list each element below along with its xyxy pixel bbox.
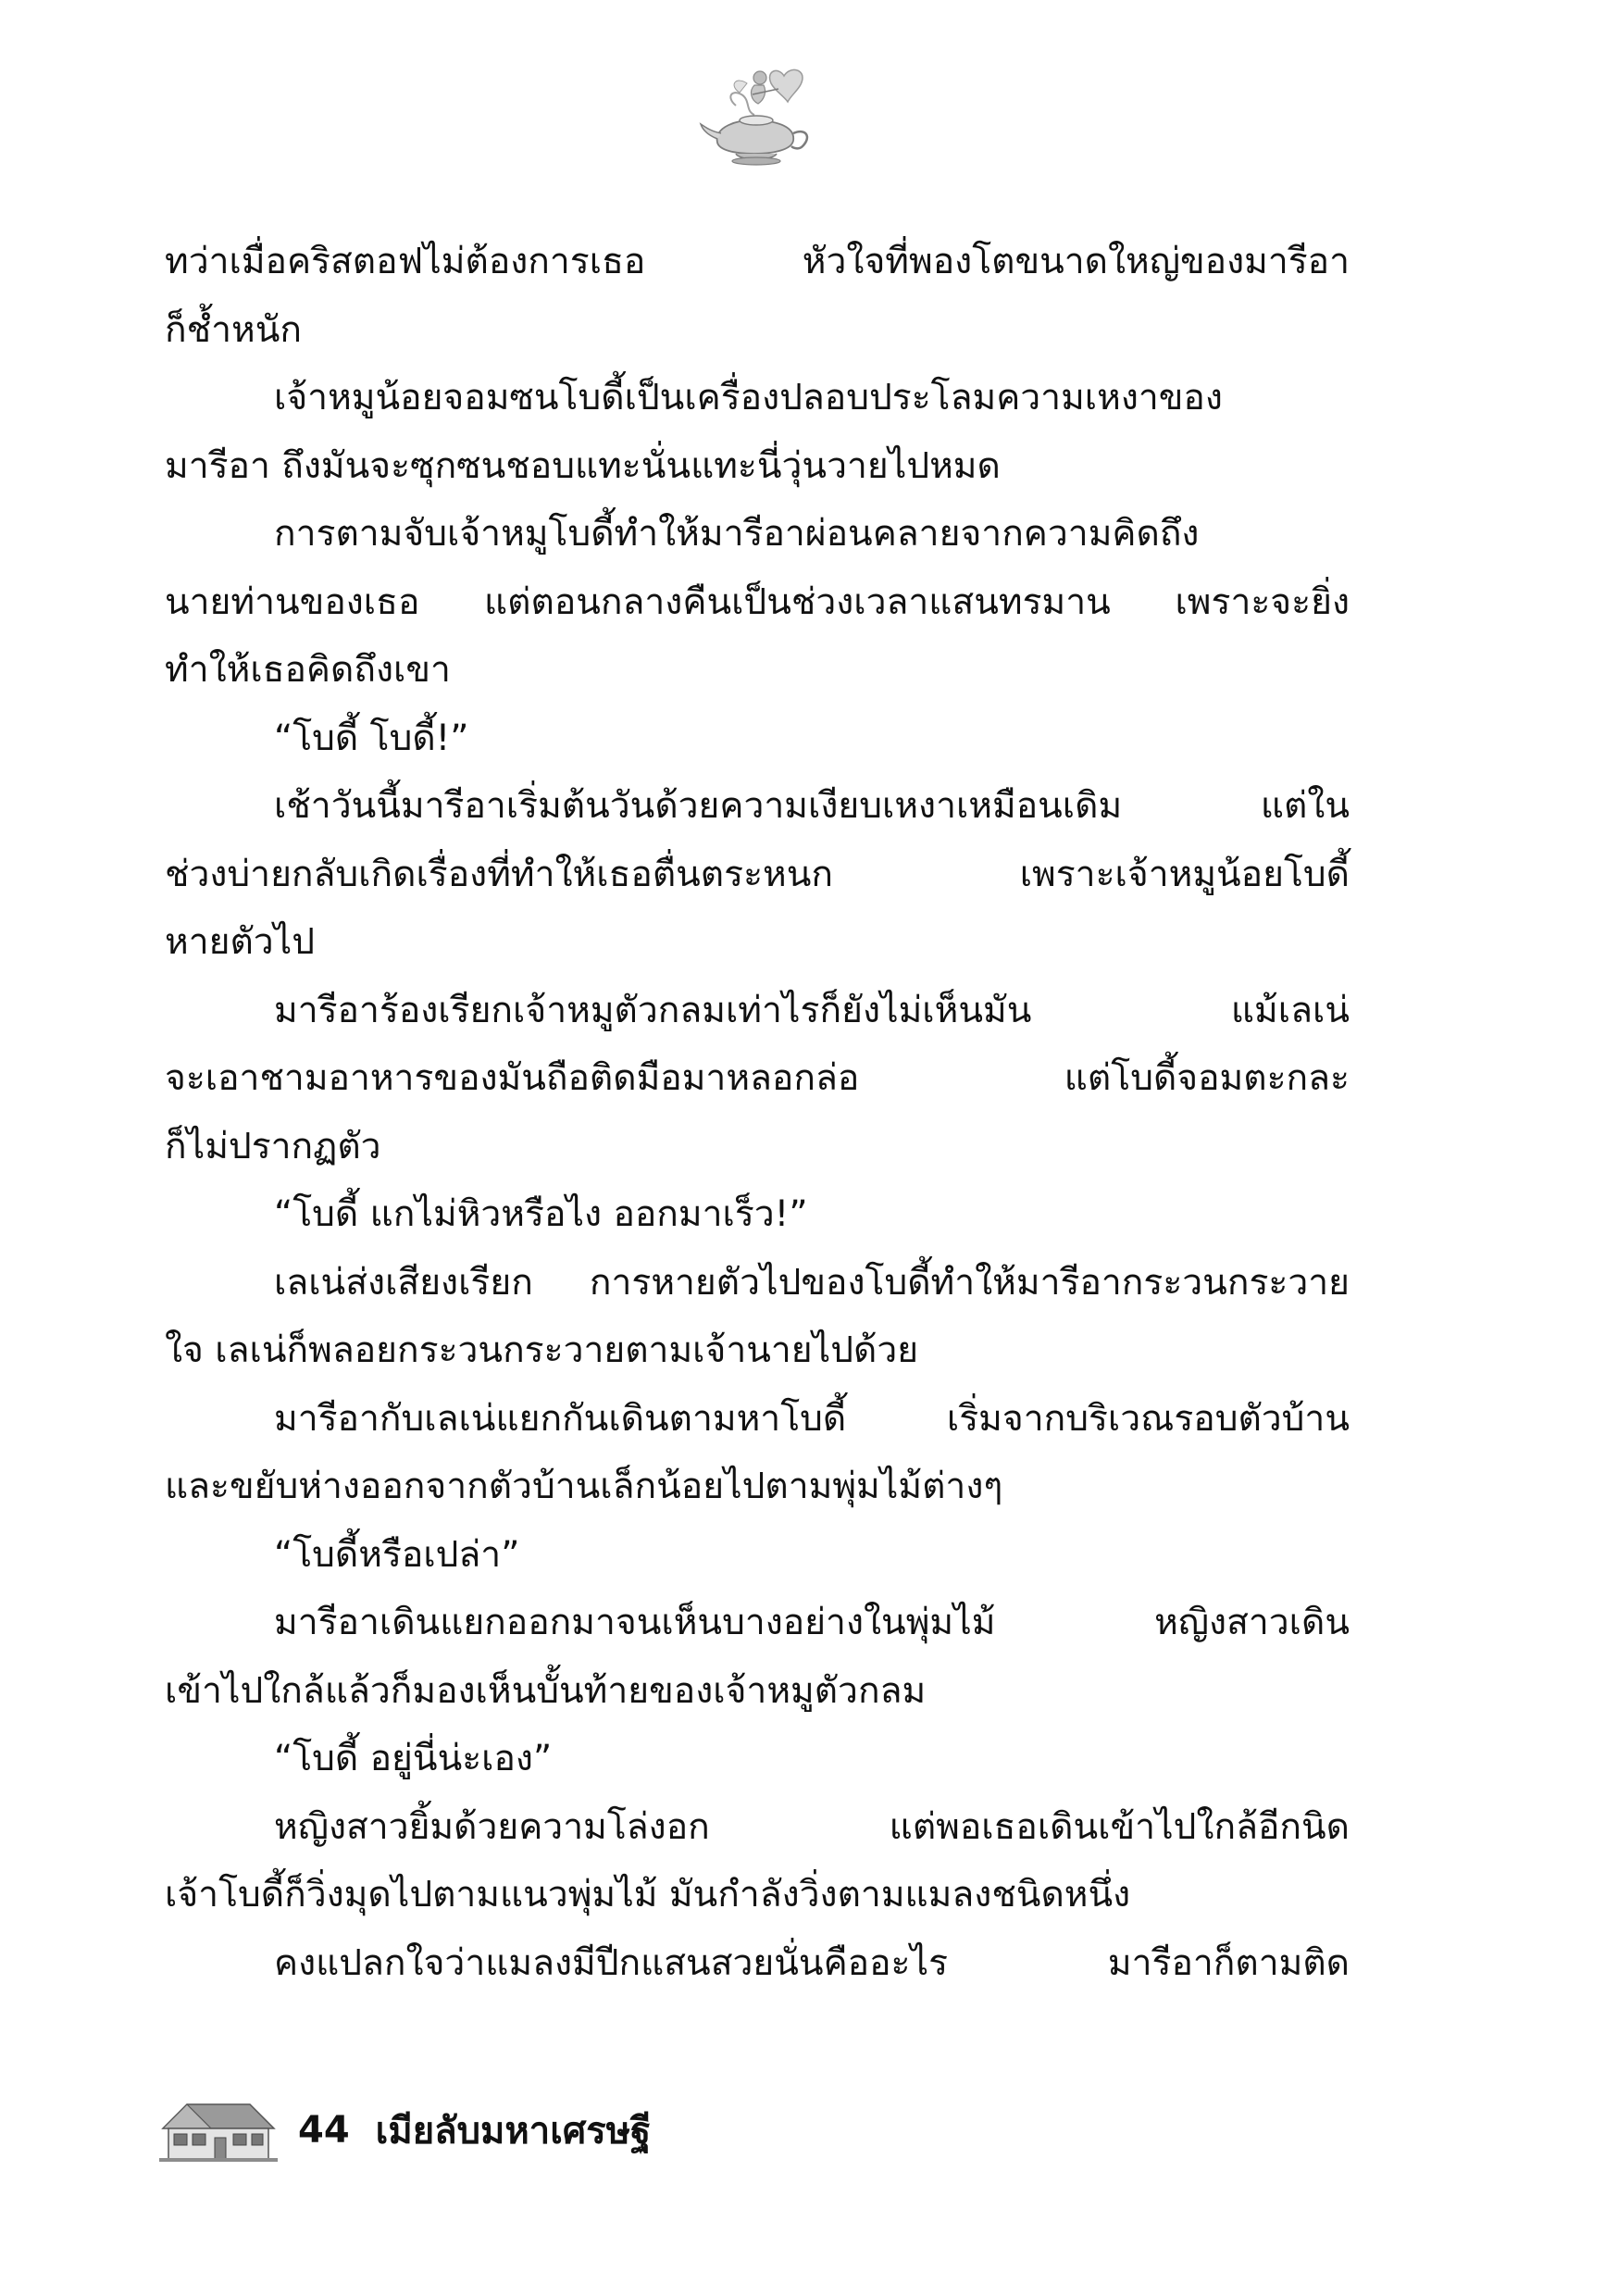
text-line: นายท่านของเธอ แต่ตอนกลางคืนเป็นช่วงเวลาแสนทรมาน เพราะจะยิ่ง	[165, 580, 1350, 623]
house-icon	[159, 2097, 278, 2164]
text-line: ช่วงบ่ายกลับเกิดเรื่องที่ทำให้เธอตื่นตระหนก เพราะเจ้าหมูน้อยโบดี้	[165, 853, 1350, 895]
text-line: “โบดี้ อยู่นี่น่ะเอง”	[274, 1738, 553, 1779]
text-line: และขยับห่างออกจากตัวบ้านเล็กน้อยไปตามพุ่มไม้ต่างๆ	[165, 1466, 1003, 1507]
text-line: ใจ เลเน่ก็พลอยกระวนกระวายตามเจ้านายไปด้วย	[165, 1329, 919, 1371]
text-line: ก็ช้ำหนัก	[165, 308, 302, 351]
text-line: ทำให้เธอคิดถึงเขา	[165, 649, 451, 691]
text-line: หญิงสาวยิ้มด้วยความโล่งอก แต่พอเธอเดินเข้าไปใกล้อีกนิด	[274, 1805, 1350, 1848]
teapot-with-cupid-icon	[699, 57, 819, 168]
text-line: การตามจับเจ้าหมูโบดี้ทำให้มารีอาผ่อนคลายจากความคิดถึง	[274, 513, 1200, 555]
text-line: เลเน่ส่งเสียงเรียก การหายตัวไปของโบดี้ทำให้มารีอากระวนกระวาย	[274, 1261, 1350, 1304]
text-line: มารีอา ถึงมันจะซุกซนชอบแทะนั่นแทะนี่วุ่นวายไปหมด	[165, 444, 1001, 487]
text-line: เจ้าหมูน้อยจอมซนโบดี้เป็นเครื่องปลอบประโลมความเหงาของ	[274, 377, 1223, 418]
body-text	[165, 228, 1350, 1997]
text-line: เจ้าโบดี้ก็วิ่งมุดไปตามแนวพุ่มไม้ มันกำลังวิ่งตามแมลงชนิดหนึ่ง	[165, 1874, 1131, 1915]
text-line: ทว่าเมื่อคริสตอฟไม่ต้องการเธอ หัวใจที่พองโตขนาดใหญ่ของมารีอา	[165, 241, 1350, 282]
text-line: มารีอาเดินแยกออกมาจนเห็นบางอย่างในพุ่มไม้ หญิงสาวเดิน	[274, 1602, 1350, 1643]
text-line: คงแปลกใจว่าแมลงมีปีกแสนสวยนั่นคืออะไร มารีอาก็ตามติด	[274, 1941, 1350, 1984]
text-line: ก็ไม่ปรากฏตัว	[165, 1125, 381, 1167]
text-line: “โบดี้หรือเปล่า”	[274, 1533, 520, 1576]
page-footer	[159, 2089, 651, 2172]
text-line: จะเอาชามอาหารของมันถือติดมือมาหลอกล่อ แต่โบดี้จอมตะกละ	[165, 1057, 1350, 1099]
book-title: เมียลับมหาเศรษฐี	[375, 2110, 652, 2152]
text-line: มารีอากับเลเน่แยกกันเดินตามหาโบดี้ เริ่มจากบริเวณรอบตัวบ้าน	[274, 1397, 1350, 1440]
text-line: “โบดี้ โบดี้!”	[274, 717, 469, 759]
page-number: 44	[298, 2109, 350, 2152]
text-line: หายตัวไป	[165, 921, 316, 963]
text-line: มารีอาร้องเรียกเจ้าหมูตัวกลมเท่าไรก็ยังไม่เห็นมัน แม้เลเน่	[274, 989, 1350, 1031]
text-line: “โบดี้ แกไม่หิวหรือไง ออกมาเร็ว!”	[274, 1193, 808, 1235]
text-line: เช้าวันนี้มารีอาเริ่มต้นวันด้วยความเงียบเหงาเหมือนเดิม แต่ใน	[274, 785, 1350, 827]
text-line: เข้าไปใกล้แล้วก็มองเห็นบั้นท้ายของเจ้าหมูตัวกลม	[165, 1669, 927, 1712]
